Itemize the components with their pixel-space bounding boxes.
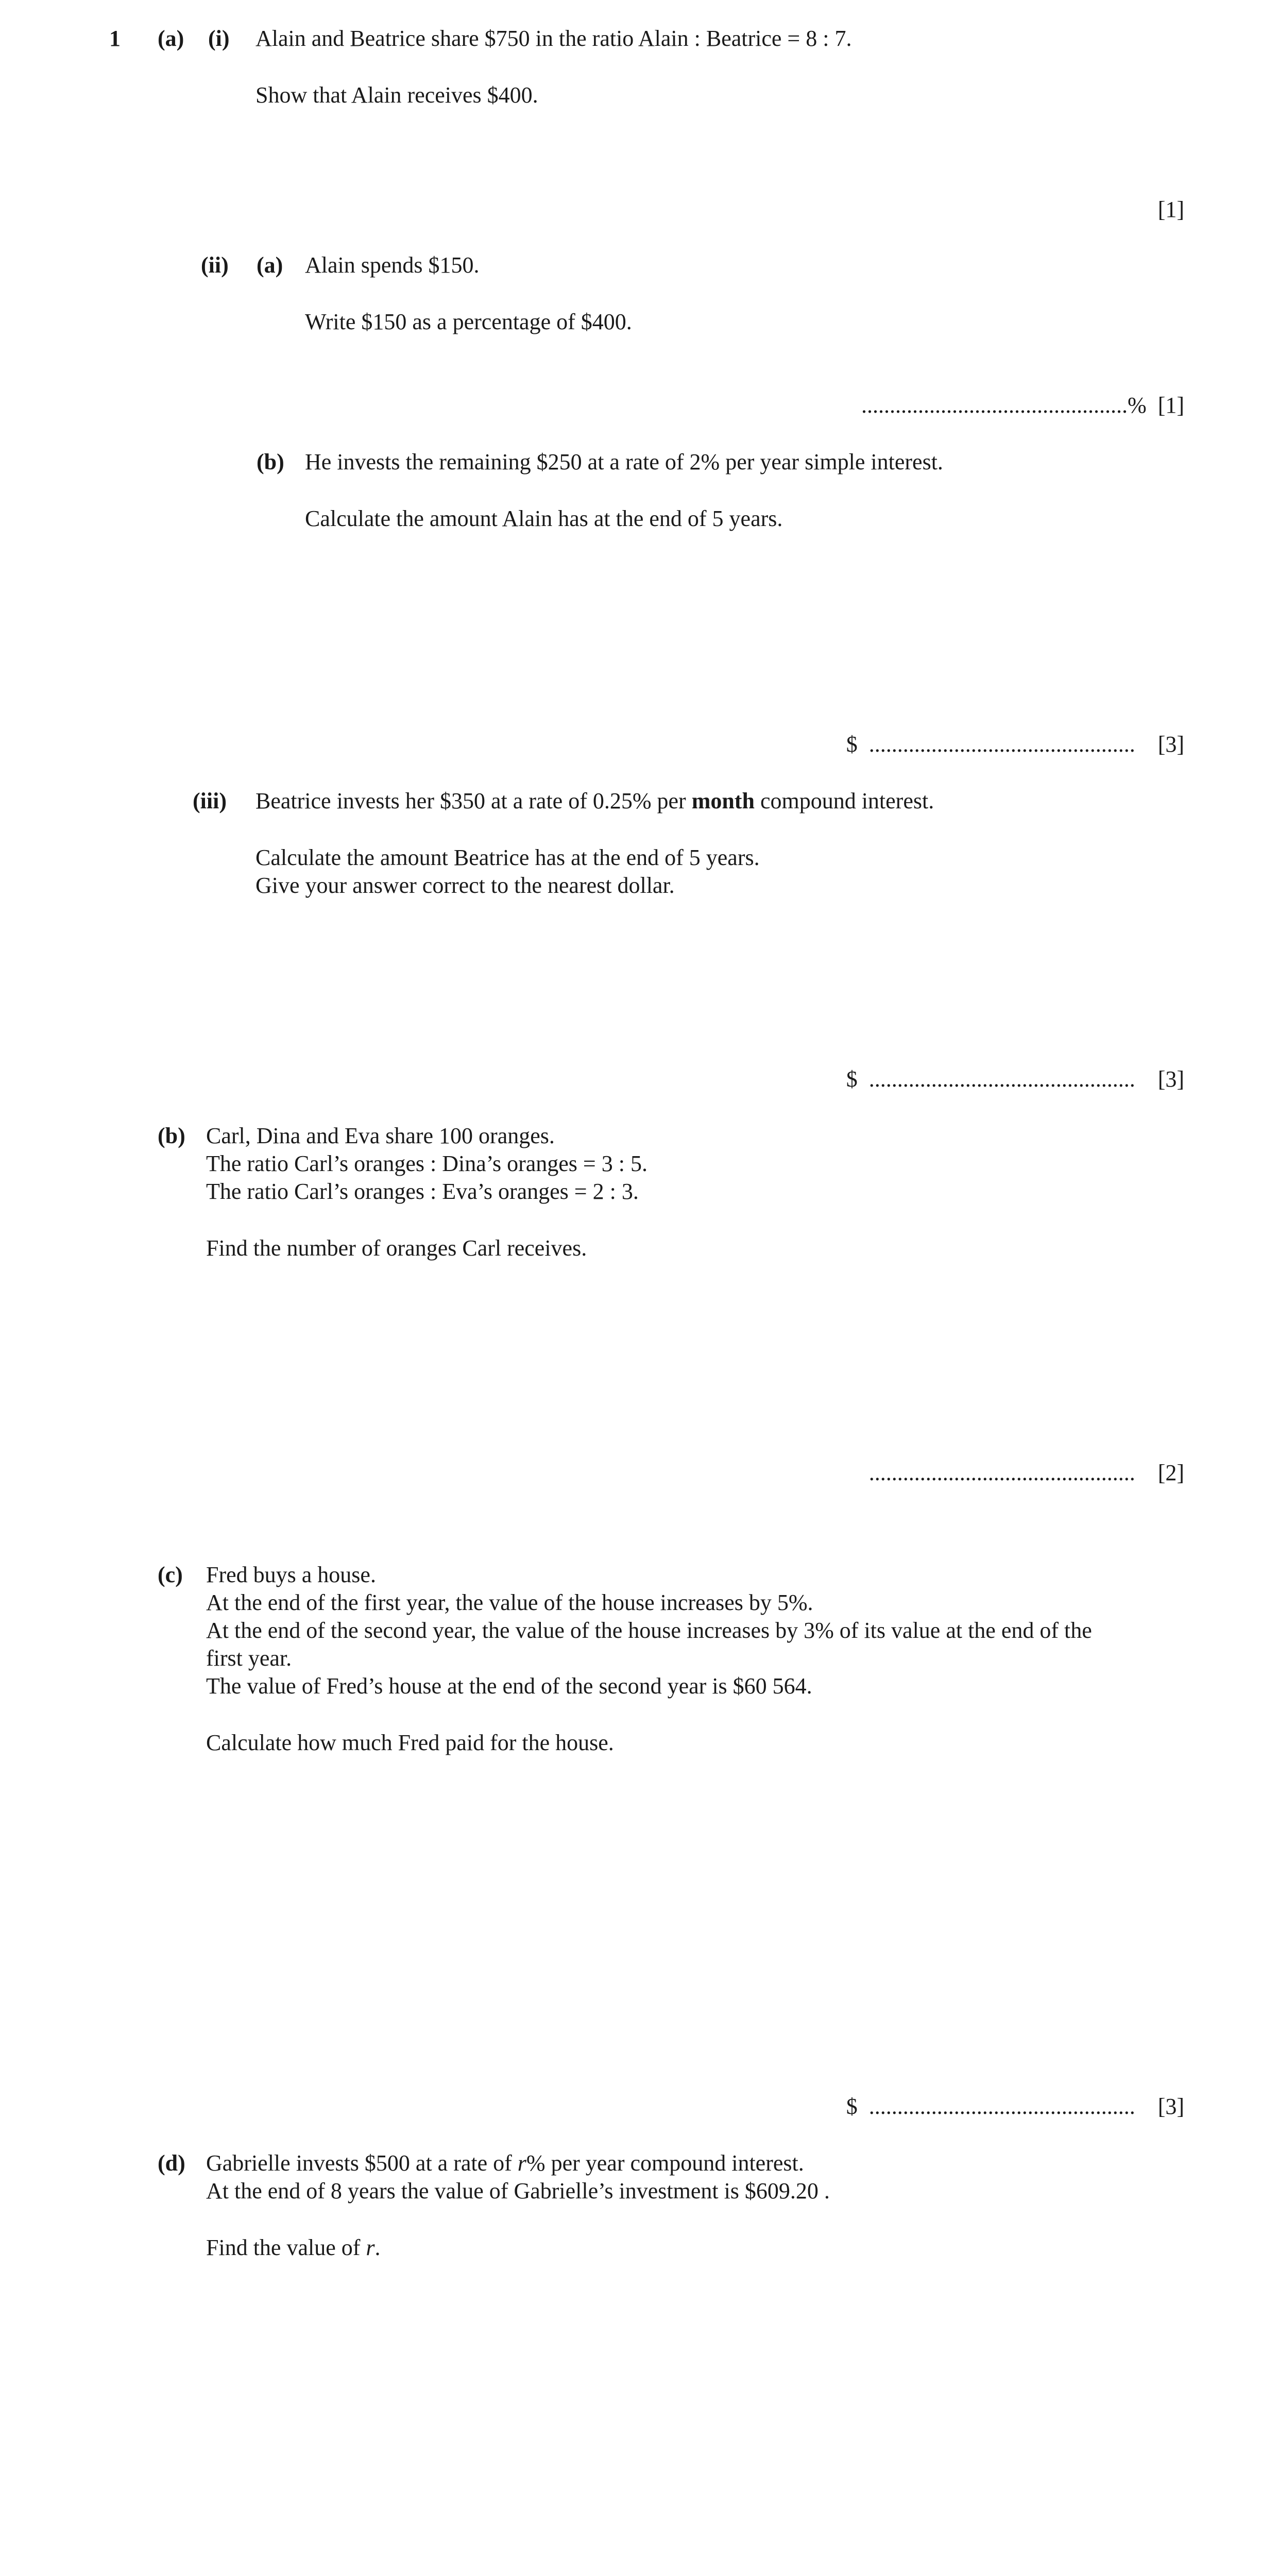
part-b-line2: The ratio Carl’s oranges : Dina’s oranges = 3 : 5. (206, 1151, 647, 1176)
emphasis-month: month (691, 788, 755, 814)
text: % per year compound interest. (526, 2150, 804, 2176)
part-d-line3 (206, 2234, 381, 2262)
part-d-line1 (206, 2149, 804, 2177)
answer-dots[interactable]: ............................................... (868, 1066, 1135, 1092)
part-d-label: (d) (158, 2150, 185, 2176)
answer-dots[interactable]: ............................................... (868, 732, 1135, 757)
part-b-line3: The ratio Carl’s oranges : Eva’s oranges = 2 : 3. (206, 1179, 639, 1204)
part-c-line2: At the end of the first year, the value of the house increases by 5%. (206, 1590, 813, 1615)
marks: [3] (1157, 1066, 1184, 1092)
part-a-ii-label: (ii) (201, 252, 229, 278)
marks: [2] (1157, 1460, 1184, 1485)
text: Gabrielle invests $500 at a rate of (206, 2150, 518, 2176)
part-b-line1: Carl, Dina and Eva share 100 oranges. (206, 1123, 555, 1148)
part-a-iii-line1 (255, 787, 934, 815)
text: Beatrice invests her $350 at a rate of 0.25% per (255, 788, 692, 814)
part-a-ii-a-label: (a) (257, 252, 283, 278)
answer-dots[interactable]: ............................................... (868, 2094, 1135, 2119)
part-a-ii-a-line1: Alain spends $150. (305, 252, 480, 278)
part-a-i-label: (i) (208, 26, 230, 51)
part-c-answer-line (846, 2093, 1184, 2121)
part-a-label: (a) (158, 26, 184, 51)
marks: [1] (1157, 393, 1184, 418)
variable-r: r (517, 2150, 526, 2176)
part-a-ii-b-answer-line (846, 731, 1184, 758)
part-a-ii-b-line1: He invests the remaining $250 at a rate of 2% per year simple interest. (305, 449, 943, 474)
part-d-line2: At the end of 8 years the value of Gabrielle’s investment is $609.20 . (206, 2178, 830, 2204)
percent-unit: % (1128, 393, 1147, 418)
dollar-sign: $ (846, 2094, 858, 2119)
answer-dots[interactable]: ............................................... (868, 1460, 1135, 1485)
answer-dots[interactable]: ............................................... (861, 393, 1128, 418)
part-a-i-marks: [1] (1157, 197, 1184, 222)
part-a-iii-answer-line (846, 1065, 1184, 1093)
marks: [3] (1157, 2094, 1184, 2119)
marks: [3] (1157, 732, 1184, 757)
part-a-iii-line3: Give your answer correct to the nearest dollar. (255, 873, 675, 898)
dollar-sign: $ (846, 1066, 858, 1092)
part-c-line4: first year. (206, 1646, 292, 1671)
text: . (374, 2235, 381, 2260)
part-a-i-line1: Alain and Beatrice share $750 in the ratio Alain : Beatrice = 8 : 7. (255, 26, 852, 51)
part-b-line4: Find the number of oranges Carl receives. (206, 1235, 587, 1261)
part-c-label: (c) (158, 1562, 183, 1587)
part-a-iii-label: (iii) (193, 788, 227, 814)
part-a-ii-b-line2: Calculate the amount Alain has at the end of 5 years. (305, 506, 783, 531)
part-a-i-line2: Show that Alain receives $400. (255, 82, 538, 108)
part-a-ii-b-label: (b) (257, 449, 284, 474)
part-c-line5: The value of Fred’s house at the end of the second year is $60 564. (206, 1673, 812, 1699)
variable-r: r (366, 2235, 375, 2260)
part-b-label: (b) (158, 1123, 185, 1148)
question-number: 1 (109, 26, 121, 51)
part-c-line6: Calculate how much Fred paid for the house. (206, 1730, 614, 1755)
part-a-iii-line2: Calculate the amount Beatrice has at the end of 5 years. (255, 845, 760, 870)
part-c-line3: At the end of the second year, the value of the house increases by 3% of its value at the end of the (206, 1618, 1092, 1643)
part-a-ii-a-line2: Write $150 as a percentage of $400. (305, 309, 632, 334)
dollar-sign: $ (846, 732, 858, 757)
part-b-answer-line (869, 1459, 1184, 1487)
text: Find the value of (206, 2235, 366, 2260)
part-a-ii-a-answer-line (861, 392, 1184, 419)
text: compound interest. (754, 788, 934, 814)
part-c-line1: Fred buys a house. (206, 1562, 376, 1587)
